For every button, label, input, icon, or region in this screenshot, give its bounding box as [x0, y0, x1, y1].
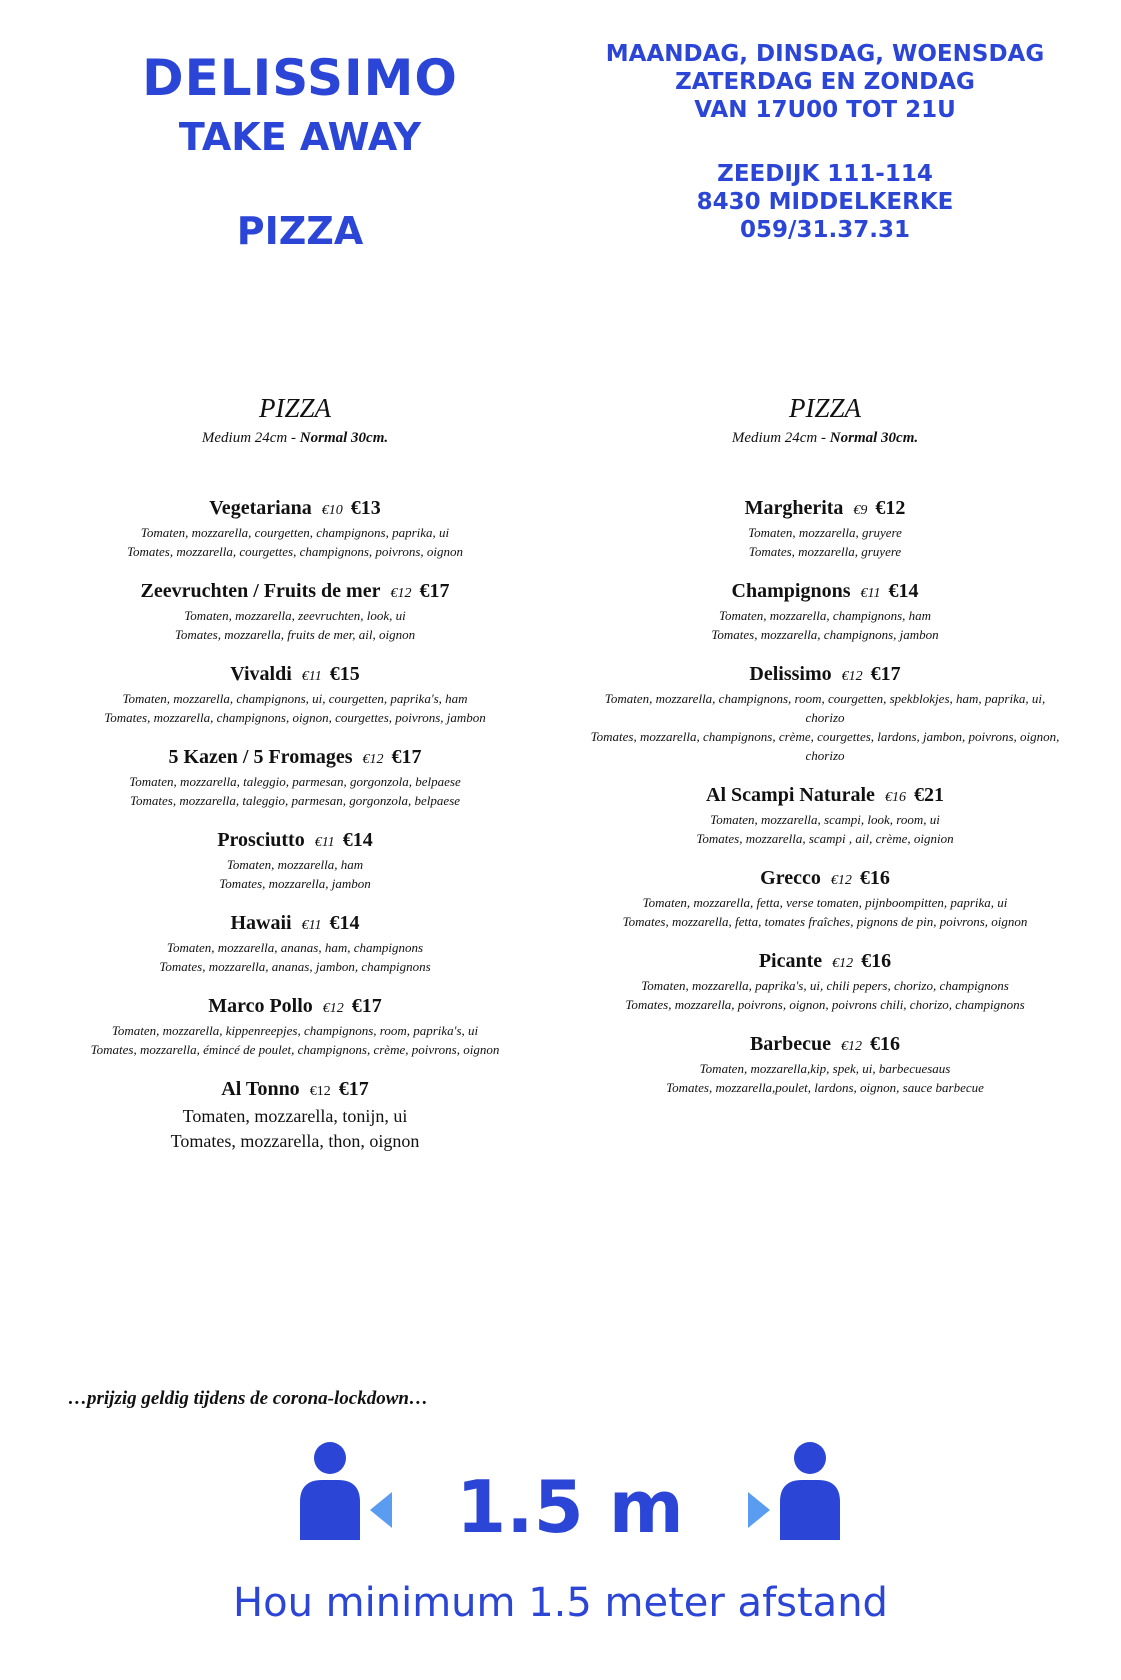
item-desc-fr: Tomates, mozzarella, taleggio, parmesan, gorgonzola, belpaese: [129, 793, 461, 808]
item-desc-fr: Tomates, mozzarella, poivrons, oignon, poivrons chili, chorizo, champignons: [625, 997, 1025, 1012]
menu-item: [55, 662, 535, 727]
item-name: Vivaldi: [230, 663, 292, 685]
item-price-normal: €14: [329, 912, 360, 934]
item-price-normal: €13: [350, 497, 381, 519]
menu-items: [55, 496, 535, 1059]
item-price-normal: €17: [351, 995, 382, 1017]
item-name: Al Scampi Naturale: [706, 784, 875, 806]
menu-heading: PIZZA: [788, 393, 861, 423]
menu-column-left: [55, 392, 535, 1172]
item-desc-nl: Tomaten, mozzarella, champignons, ui, courgetten, paprika's, ham: [122, 691, 468, 706]
item-desc-fr: Tomates, mozzarella, jambon: [219, 876, 371, 891]
item-name: Grecco: [760, 867, 821, 889]
item-desc-nl: Tomaten, mozzarella, champignons, room, courgetten, spekblokjes, ham, paprika, ui, chorizo: [604, 691, 1046, 725]
opening-days-2: ZATERDAG EN ZONDAG: [675, 69, 975, 95]
menu-item: [55, 1077, 535, 1154]
item-price-normal: €21: [913, 784, 944, 806]
item-price-medium: €12: [322, 1001, 344, 1016]
item-desc-nl: Tomaten, mozzarella, zeevruchten, look, ui: [184, 608, 406, 623]
item-price-medium: €11: [301, 918, 322, 933]
size-info: Medium 24cm - Normal 30cm.: [731, 430, 919, 446]
item-price-normal: €16: [859, 867, 890, 889]
menu-item: [585, 579, 1065, 644]
item-desc-fr: Tomates, mozzarella, champignons, jambon: [711, 627, 939, 642]
item-price-medium: €12: [390, 586, 412, 601]
item-price-normal: €14: [342, 829, 373, 851]
brand-category: PIZZA: [236, 209, 364, 253]
size-info: Medium 24cm - Normal 30cm.: [201, 430, 389, 446]
menu-item: [55, 911, 535, 976]
menu-item: [585, 866, 1065, 931]
address-city: 8430 MIDDELKERKE: [696, 189, 954, 215]
item-price-medium: €10: [321, 503, 343, 518]
item-desc-nl: Tomaten, mozzarella, taleggio, parmesan, gorgonzola, belpaese: [129, 774, 461, 789]
menu-item: [585, 783, 1065, 848]
menu-heading: PIZZA: [258, 393, 331, 423]
item-price-medium: €12: [832, 956, 854, 971]
item-price-normal: €14: [888, 580, 919, 602]
item-name: Delissimo: [749, 663, 832, 685]
arrow-right-icon: [748, 1492, 770, 1528]
item-desc-nl: Tomaten, mozzarella, gruyere: [748, 525, 902, 540]
opening-days-1: MAANDAG, DINSDAG, WOENSDAG: [605, 41, 1045, 67]
item-desc-fr: Tomates, mozzarella, gruyere: [748, 544, 902, 559]
info-block: [600, 40, 1050, 244]
distance-footer: Hou minimum 1.5 meter afstand: [233, 1580, 888, 1626]
item-price-medium: €9: [853, 503, 868, 518]
item-desc-nl: Tomaten, mozzarella, paprika's, ui, chili pepers, chorizo, champignons: [641, 978, 1009, 993]
item-name: Champignons: [731, 580, 851, 602]
item-name: Vegetariana: [209, 497, 312, 519]
phone-number: 059/31.37.31: [740, 217, 910, 243]
brand-name: DELISSIMO: [142, 49, 458, 107]
item-name: Hawaii: [230, 912, 292, 934]
item-price-medium: €11: [860, 586, 881, 601]
item-name: Margherita: [744, 497, 844, 519]
item-desc-fr: Tomates, mozzarella, émincé de poulet, champignons, crème, poivrons, oignon: [90, 1042, 500, 1057]
item-price-medium: €11: [314, 835, 335, 850]
item-desc-fr: Tomates, mozzarella, fetta, tomates fraîches, pignons de pin, poivrons, oignon: [622, 914, 1028, 929]
menu-item: [55, 994, 535, 1059]
item-desc-nl: Tomaten, mozzarella, ananas, ham, champignons: [166, 940, 424, 955]
item-desc-nl: Tomaten, mozzarella, champignons, ham: [718, 608, 932, 623]
item-desc-nl: Tomaten, mozzarella, kippenreepjes, champignons, room, paprika's, ui: [111, 1023, 479, 1038]
item-desc-fr: Tomates, mozzarella, fruits de mer, ail, oignon: [174, 627, 416, 642]
item-desc-fr: Tomates, mozzarella, champignons, oignon, courgettes, poivrons, jambon: [104, 710, 486, 725]
price-note: …prijzig geldig tijdens de corona-lockdown…: [68, 1388, 428, 1409]
menu-item: [55, 579, 535, 644]
item-price-medium: €11: [301, 669, 322, 684]
item-name: Al Tonno: [221, 1078, 300, 1100]
item-desc-fr: Tomates, mozzarella, courgettes, champignons, poivrons, oignon: [126, 544, 464, 559]
opening-hours: VAN 17U00 TOT 21U: [694, 97, 956, 123]
item-price-normal: €15: [329, 663, 360, 685]
brand-subtitle: TAKE AWAY: [178, 115, 422, 159]
item-price-medium: €12: [841, 1039, 863, 1054]
brand-block: [110, 48, 490, 256]
menu-items: [585, 496, 1065, 1097]
item-price-medium: €12: [309, 1084, 331, 1099]
item-desc-nl: Tomaten, mozzarella, tonijn, ui: [182, 1106, 408, 1126]
item-price-normal: €16: [870, 1033, 901, 1055]
item-name: Zeevruchten / Fruits de mer: [140, 580, 381, 602]
menu-column-right: [585, 392, 1065, 1115]
item-name: Prosciutto: [217, 829, 305, 851]
person-right-icon: [780, 1442, 840, 1540]
menu-item: [585, 1032, 1065, 1097]
item-name: Barbecue: [749, 1033, 832, 1055]
item-price-normal: €16: [861, 950, 892, 972]
menu-item: [585, 496, 1065, 561]
item-price-normal: €17: [338, 1078, 369, 1100]
menu-item: [585, 949, 1065, 1014]
item-price-medium: €16: [884, 790, 906, 805]
menu-item: [585, 662, 1065, 765]
address-street: ZEEDIJK 111-114: [717, 161, 933, 187]
item-price-normal: €17: [870, 663, 901, 685]
arrow-left-icon: [370, 1492, 392, 1528]
item-price-normal: €17: [419, 580, 450, 602]
item-name: 5 Kazen / 5 Fromages: [168, 746, 353, 768]
item-price-normal: €12: [875, 497, 906, 519]
item-price-medium: €12: [841, 669, 863, 684]
item-desc-fr: Tomates, mozzarella,poulet, lardons, oignon, sauce barbecue: [666, 1080, 984, 1095]
item-desc-fr: Tomates, mozzarella, thon, oignon: [170, 1131, 420, 1151]
menu-item: [55, 828, 535, 893]
menu-item: [55, 496, 535, 561]
item-price-normal: €17: [391, 746, 422, 768]
item-name: Marco Pollo: [208, 995, 313, 1017]
item-desc-nl: Tomaten, mozzarella,kip, spek, ui, barbecuesaus: [699, 1061, 951, 1076]
person-left-icon: [300, 1442, 360, 1540]
item-desc-nl: Tomaten, mozzarella, fetta, verse tomaten, pijnboompitten, paprika, ui: [642, 895, 1008, 910]
item-desc-fr: Tomates, mozzarella, ananas, jambon, champignons: [159, 959, 431, 974]
item-desc-nl: Tomaten, mozzarella, ham: [226, 857, 364, 872]
item-name: Picante: [758, 950, 823, 972]
item-price-medium: €12: [362, 752, 384, 767]
menu-item: [55, 745, 535, 810]
item-desc-nl: Tomaten, mozzarella, courgetten, champignons, paprika, ui: [140, 525, 450, 540]
distance-label: 1.5 m: [456, 1465, 684, 1549]
item-price-medium: €12: [830, 873, 852, 888]
item-desc-nl: Tomaten, mozzarella, scampi, look, room, ui: [710, 812, 940, 827]
item-desc-fr: Tomates, mozzarella, champignons, crème, courgettes, lardons, jambon, poivrons, oignon, chorizo: [590, 729, 1060, 763]
item-desc-fr: Tomates, mozzarella, scampi , ail, crème, oignion: [696, 831, 954, 846]
distance-graphic: [300, 1440, 840, 1550]
